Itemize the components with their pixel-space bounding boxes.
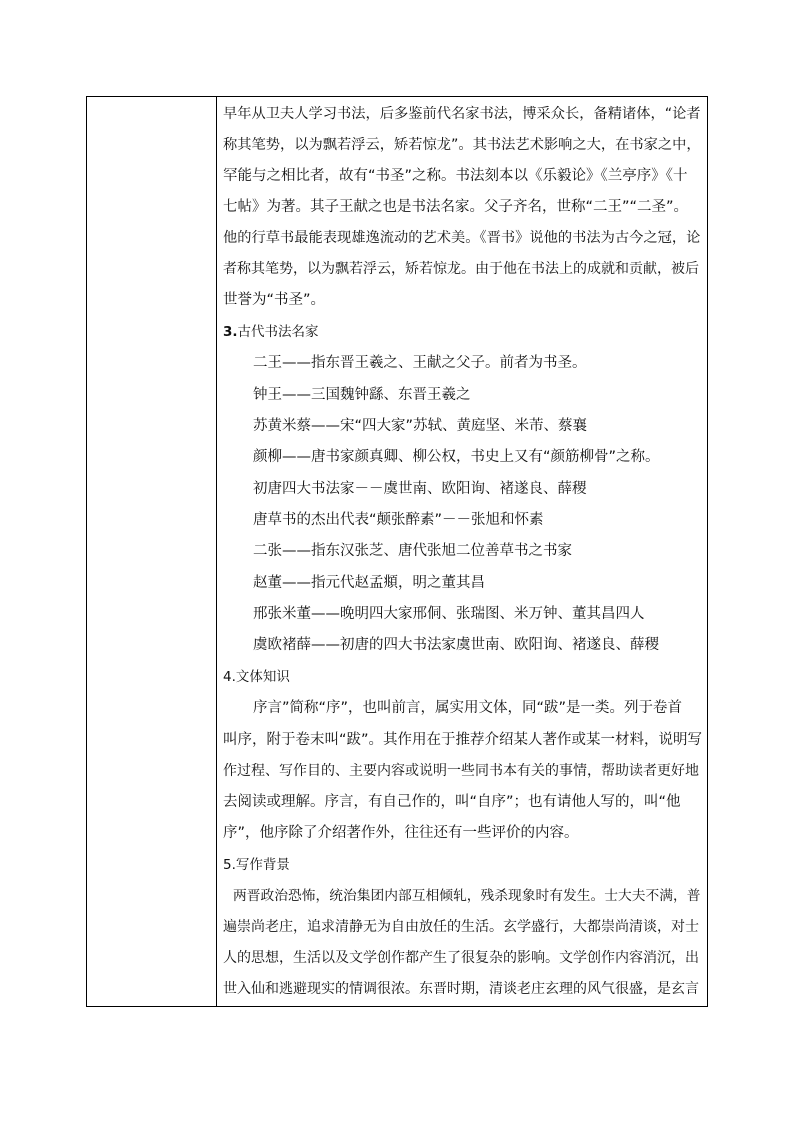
section-3-heading — [223, 322, 319, 342]
calligrapher-item: 钟王——三国魏钟繇、东晋王羲之 — [253, 387, 471, 403]
document-table — [86, 96, 708, 1007]
calligrapher-item: 唐草书的杰出代表“颠张醉素”－－张旭和怀素 — [253, 512, 544, 528]
section-4-line: 序言”简称“序”，也叫前言，属实用文体，同“跋”是一类。列于卷首 — [253, 700, 683, 716]
calligrapher-item: 邢张米董——晚明四大家邢侗、张瑞图、米万钟、董其昌四人 — [253, 606, 645, 622]
calligrapher-item: 颜柳——唐书家颜真卿、柳公权，书史上又有“颜筋柳骨”之称。 — [253, 449, 660, 465]
intro-line: 他的行草书最能表现雄逸流动的艺术美。《晋书》说他的书法为古今之冠，论 — [223, 230, 701, 246]
section-5-heading: 5.写作背景 — [223, 857, 290, 873]
section-4-line: 作过程、写作目的、主要内容或说明一些同书本有关的事情，帮助读者更好地 — [223, 763, 699, 779]
calligrapher-item: 初唐四大书法家－－虞世南、欧阳询、褚遂良、薛稷 — [253, 481, 587, 497]
table-content-cell — [217, 97, 707, 1006]
section-4-line: 序”，他序除了介绍著作外，往往还有一些评价的内容。 — [223, 825, 579, 841]
calligrapher-item: 二王——指东晋王羲之、王献之父子。前者为书圣。 — [253, 355, 587, 371]
intro-line: 世誉为“书圣”。 — [223, 292, 326, 308]
section-4-heading: 4.文体知识 — [223, 669, 290, 685]
section-3-number: 3. — [223, 324, 238, 340]
section-4-line: 叫序，附于卷末叫“跋”。其作用在于推荐介绍某人著作或某一材料，说明写 — [223, 732, 703, 748]
section-5-line: 遍崇尚老庄，追求清静无为自由放任的生活。玄学盛行，大都崇尚清谈，对士 — [223, 919, 699, 935]
section-4-line: 去阅读或理解。序言，有自己作的，叫“自序”；也有请他人写的，叫“他 — [223, 794, 681, 810]
intro-line: 七帖》为著。其子王献之也是书法名家。父子齐名，世称“二王”“二圣”。 — [223, 199, 689, 215]
section-3-title: 古代书法名家 — [237, 324, 319, 340]
calligrapher-item: 二张——指东汉张芝、唐代张旭二位善草书之书家 — [253, 543, 572, 559]
table-left-cell — [87, 97, 217, 1006]
intro-line: 罕能与之相比者，故有“书圣”之称。书法刻本以《乐毅论》《兰亭序》《十 — [223, 168, 688, 184]
calligrapher-item: 苏黄米蔡——宋“四大家”苏轼、黄庭坚、米芾、蔡襄 — [253, 418, 588, 434]
calligrapher-item: 虞欧褚薛——初唐的四大书法家虞世南、欧阳询、褚遂良、薛稷 — [253, 637, 659, 653]
section-5-line: 世入仙和逃避现实的情调很浓。东晋时期，清谈老庄玄理的风气很盛，是玄言 — [223, 981, 699, 997]
section-5-line: 人的思想，生活以及文学创作都产生了很复杂的影响。文学创作内容消沉，出 — [223, 950, 699, 966]
section-5-line: 两晋政治恐怖，统治集团内部互相倾轧，残杀现象时有发生。士大夫不满，普 — [233, 888, 701, 904]
calligrapher-item: 赵董——指元代赵孟頫，明之董其昌 — [253, 575, 485, 591]
intro-line: 者称其笔势，以为飘若浮云，矫若惊龙。由于他在书法上的成就和贡献，被后 — [223, 261, 699, 277]
intro-line: 早年从卫夫人学习书法，后多鉴前代名家书法，博采众长，备精诸体，“论者 — [223, 106, 701, 122]
intro-line: 称其笔势，以为飘若浮云，矫若惊龙”。其书法艺术影响之大，在书家之中， — [223, 137, 701, 153]
